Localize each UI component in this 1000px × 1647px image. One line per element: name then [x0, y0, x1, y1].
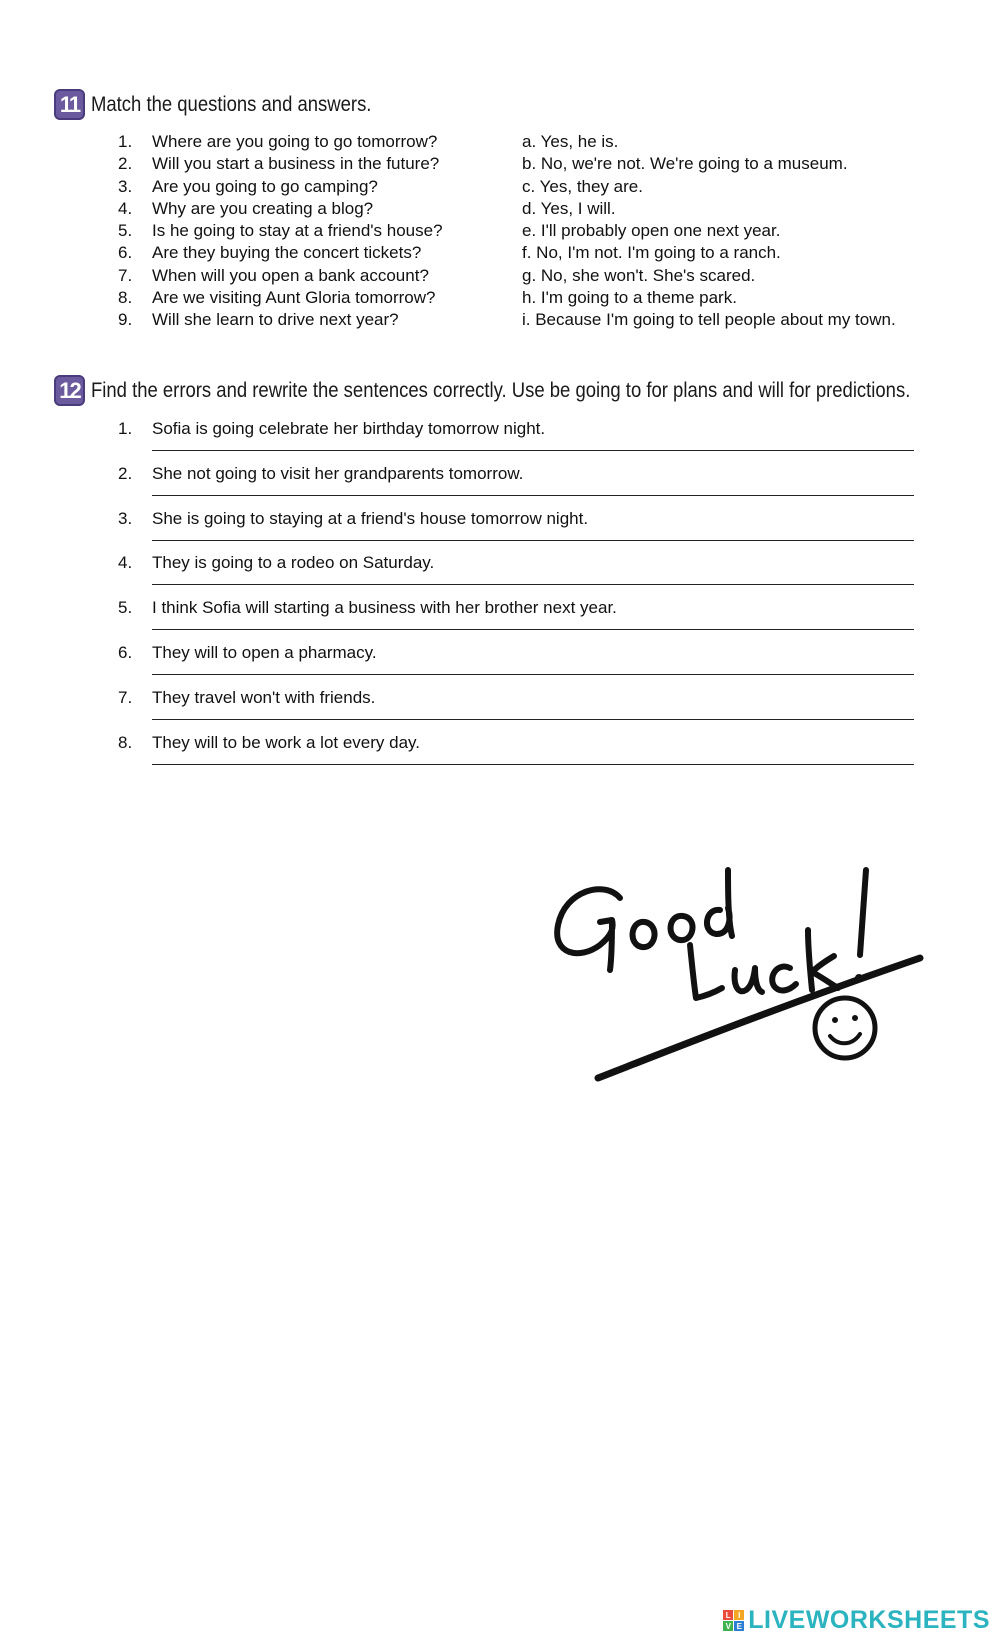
question-text: Will she learn to drive next year?	[152, 310, 399, 330]
liveworksheets-logo	[723, 1606, 990, 1635]
question-number: 4.	[118, 198, 133, 218]
good-luck-signature	[550, 850, 930, 1090]
answer-blank-line[interactable]	[152, 719, 914, 720]
sentence-body	[152, 463, 914, 508]
question-number: 7.	[118, 265, 133, 285]
question-item	[118, 287, 498, 309]
answer-item: i. Because I'm going to tell people about my town.	[522, 310, 896, 330]
sentence-body	[152, 418, 914, 463]
sentence-text: They will to open a pharmacy.	[152, 642, 377, 662]
section-instruction: Find the errors and rewrite the sentences correctly. Use be going to for plans and will for predictions.	[91, 378, 911, 402]
question-item	[118, 265, 498, 287]
logo-tile: V	[723, 1621, 733, 1631]
questions-list	[118, 131, 498, 332]
sentence-text: She is going to staying at a friend's house tomorrow night.	[152, 508, 589, 528]
section-11-header	[54, 89, 410, 120]
error-sentence-item	[118, 687, 914, 732]
question-number: 6.	[118, 243, 133, 263]
question-item	[118, 198, 498, 220]
question-text: Are you going to go camping?	[152, 176, 378, 196]
error-sentence-item	[118, 732, 914, 777]
question-text: Is he going to stay at a friend's house?	[152, 221, 443, 241]
question-item	[118, 153, 498, 175]
answer-item: c. Yes, they are.	[522, 176, 643, 196]
question-number: 8.	[118, 288, 133, 308]
sentence-text: She not going to visit her grandparents tomorrow.	[152, 463, 524, 483]
error-sentence-item	[118, 552, 914, 597]
section-12-header	[54, 375, 1000, 406]
sentence-text: I think Sofia will starting a business with her brother next year.	[152, 598, 617, 618]
sentence-number: 1.	[118, 419, 133, 438]
answer-blank-line[interactable]	[152, 674, 914, 675]
sentence-number: 2.	[118, 463, 133, 483]
sentence-text: Sofia is going celebrate her birthday tomorrow night.	[152, 419, 546, 438]
sentence-body	[152, 687, 914, 732]
logo-tile: E	[734, 1621, 744, 1631]
sentence-number: 7.	[118, 687, 133, 707]
sentence-number: 4.	[118, 553, 133, 573]
question-number: 9.	[118, 310, 133, 330]
answer-item: a. Yes, he is.	[522, 132, 619, 151]
question-text: Are they buying the concert tickets?	[152, 243, 422, 263]
question-item	[118, 131, 498, 153]
answer-item: h. I'm going to a theme park.	[522, 288, 737, 308]
sentence-number: 3.	[118, 508, 133, 528]
answer-item: g. No, she won't. She's scared.	[522, 265, 756, 285]
error-sentence-item	[118, 597, 914, 642]
answer-item: d. Yes, I will.	[522, 198, 616, 218]
sentence-number: 5.	[118, 598, 133, 618]
error-sentence-item	[118, 642, 914, 687]
sentence-text: They travel won't with friends.	[152, 687, 376, 707]
question-text: Why are you creating a blog?	[152, 198, 374, 218]
sentence-text: They will to be work a lot every day.	[152, 732, 421, 752]
answer-blank-line[interactable]	[152, 540, 914, 541]
sentence-body	[152, 552, 914, 597]
question-item	[118, 176, 498, 198]
error-sentence-item	[118, 508, 914, 553]
section-instruction: Match the questions and answers.	[91, 92, 372, 116]
sentence-body	[152, 732, 914, 777]
answer-blank-line[interactable]	[152, 584, 914, 585]
question-text: Are we visiting Aunt Gloria tomorrow?	[152, 288, 436, 308]
sentence-number: 8.	[118, 732, 133, 752]
answer-blank-line[interactable]	[152, 450, 914, 451]
answer-blank-line[interactable]	[152, 764, 914, 765]
liveworksheets-logo-icon	[723, 1610, 744, 1631]
sentence-body	[152, 508, 914, 553]
question-number: 2.	[118, 154, 133, 174]
sentence-number: 6.	[118, 642, 133, 662]
logo-tile: I	[734, 1610, 744, 1620]
sentence-body	[152, 642, 914, 687]
section-number-badge: 11	[54, 89, 85, 120]
question-number: 3.	[118, 176, 133, 196]
question-text: When will you open a bank account?	[152, 265, 429, 285]
question-item	[118, 242, 498, 264]
sentence-body	[152, 597, 914, 642]
error-sentences-list	[118, 418, 914, 776]
error-sentence-item	[118, 418, 914, 463]
error-sentence-item	[118, 463, 914, 508]
question-number: 1.	[118, 132, 133, 151]
question-item	[118, 309, 498, 331]
section-number-badge: 12	[54, 375, 85, 406]
answer-item: e. I'll probably open one next year.	[522, 221, 781, 241]
question-item	[118, 220, 498, 242]
logo-tile: L	[723, 1610, 733, 1620]
liveworksheets-wordmark: LIVEWORKSHEETS	[748, 1606, 990, 1634]
answer-item: f. No, I'm not. I'm going to a ranch.	[522, 243, 781, 263]
answer-item: b. No, we're not. We're going to a museum.	[522, 154, 848, 174]
question-text: Will you start a business in the future?	[152, 154, 440, 174]
answer-blank-line[interactable]	[152, 495, 914, 496]
sentence-text: They is going to a rodeo on Saturday.	[152, 553, 435, 573]
question-number: 5.	[118, 221, 133, 241]
answer-blank-line[interactable]	[152, 629, 914, 630]
answers-list	[522, 131, 962, 332]
question-text: Where are you going to go tomorrow?	[152, 132, 438, 151]
